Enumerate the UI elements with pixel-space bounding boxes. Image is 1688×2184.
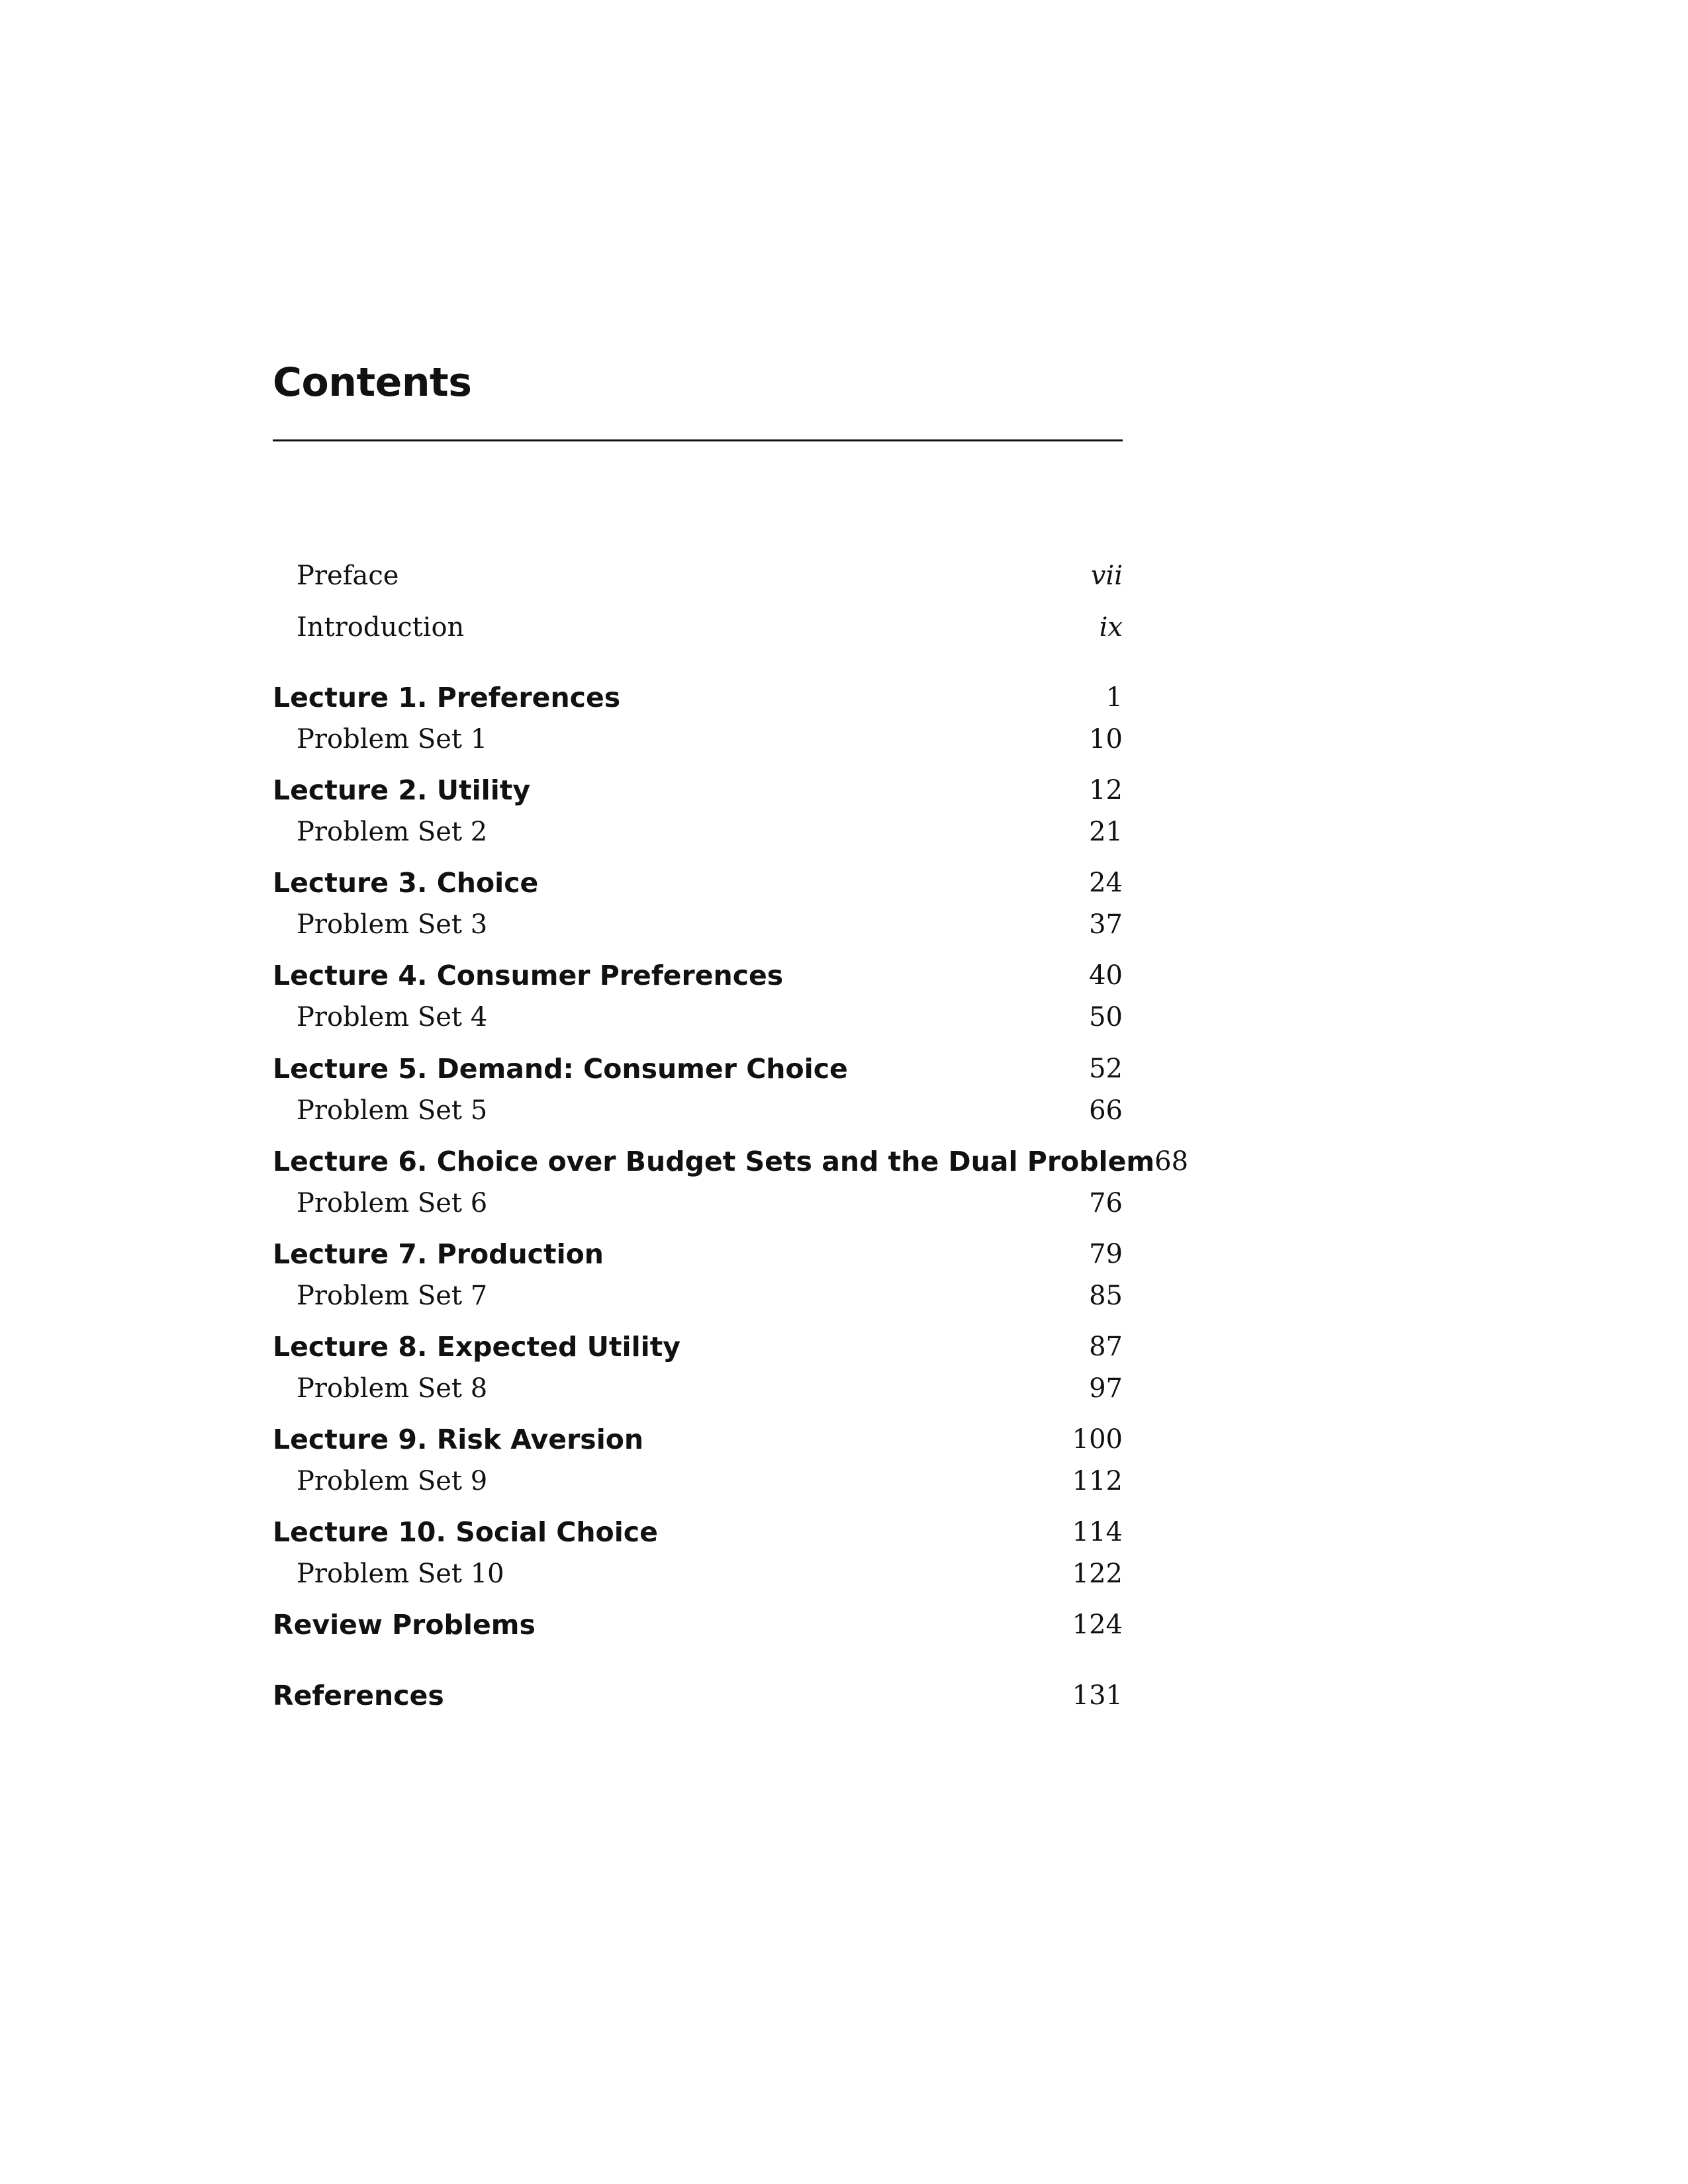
toc-entry-label: Lecture 10. Social Choice [273, 1516, 658, 1548]
toc-entry-label: References [273, 1680, 444, 1711]
toc-entry-lecture-7[interactable] [273, 1234, 1123, 1274]
toc-entry-label: Problem Set 2 [297, 817, 488, 847]
toc-entry-problem-set-1[interactable] [273, 719, 1123, 759]
toc-entry-label: Lecture 9. Risk Aversion [273, 1424, 644, 1455]
title-divider [273, 439, 1123, 441]
toc-entry-lecture-3[interactable] [273, 863, 1123, 903]
toc-page-number: 131 [1072, 1680, 1123, 1711]
toc-page-number: 21 [1089, 817, 1123, 847]
toc-entry-label: Problem Set 4 [297, 1002, 488, 1032]
toc-entry-problem-set-5[interactable] [273, 1091, 1123, 1130]
toc-entry-label: Preface [297, 561, 399, 591]
toc-page-number: 79 [1089, 1239, 1123, 1269]
toc-page-number: 112 [1072, 1466, 1123, 1496]
toc-entry-lecture-9[interactable] [273, 1420, 1123, 1459]
toc-page-number: 68 [1154, 1146, 1189, 1177]
toc-entry-label: Review Problems [273, 1609, 536, 1641]
toc-page-number: 97 [1089, 1373, 1123, 1404]
toc-entry-problem-set-9[interactable] [273, 1461, 1123, 1501]
toc-entry-label: Lecture 7. Production [273, 1238, 604, 1270]
toc-entry-label: Problem Set 10 [297, 1559, 504, 1589]
toc-page-number: 100 [1072, 1424, 1123, 1455]
toc-page-number: 87 [1089, 1332, 1123, 1362]
toc-entry-label: Problem Set 8 [297, 1373, 488, 1404]
toc-entry-label: Lecture 2. Utility [273, 774, 531, 806]
toc-entry-review-problems[interactable] [273, 1605, 1123, 1645]
toc-entry-label: Problem Set 9 [297, 1466, 488, 1496]
toc-page-number: 52 [1089, 1054, 1123, 1084]
toc-entry-problem-set-7[interactable] [273, 1276, 1123, 1316]
toc-entry-label: Problem Set 3 [297, 909, 488, 940]
toc-entry-lecture-8[interactable] [273, 1327, 1123, 1367]
toc-page-number: vii [1090, 561, 1123, 591]
toc-entry-lecture-10[interactable] [273, 1512, 1123, 1552]
toc-page-number: 122 [1072, 1559, 1123, 1589]
toc-page-number: 1 [1105, 682, 1123, 713]
page-title: Contents [273, 359, 472, 406]
toc-entry-lecture-5[interactable] [273, 1049, 1123, 1089]
toc-page-number: 10 [1089, 724, 1123, 754]
toc-entry-problem-set-6[interactable] [273, 1183, 1123, 1223]
toc-entry-problem-set-2[interactable] [273, 812, 1123, 852]
toc-entry-label: Lecture 5. Demand: Consumer Choice [273, 1053, 848, 1085]
toc-entry-label: Lecture 6. Choice over Budget Sets and the Dual Problem [273, 1146, 1155, 1177]
toc-entry-label: Lecture 1. Preferences [273, 682, 621, 713]
toc-page-number: ix [1099, 612, 1123, 643]
toc-entry-label: Problem Set 6 [297, 1188, 488, 1218]
toc-entry-label: Problem Set 5 [297, 1095, 488, 1126]
toc-page-number: 114 [1072, 1517, 1123, 1547]
toc-entry-lecture-1[interactable] [273, 678, 1123, 717]
toc-page-number: 66 [1089, 1095, 1123, 1126]
toc-entry-lecture-2[interactable] [273, 770, 1123, 810]
toc-entry-problem-set-8[interactable] [273, 1369, 1123, 1408]
toc-page-number: 37 [1089, 909, 1123, 940]
toc-page-number: 76 [1089, 1188, 1123, 1218]
toc-entry-label: Lecture 8. Expected Utility [273, 1331, 681, 1363]
toc-entry-lecture-6[interactable] [273, 1142, 1189, 1181]
toc-entry-label: Lecture 4. Consumer Preferences [273, 960, 784, 991]
toc-entry-introduction[interactable] [273, 608, 1123, 647]
toc-entry-label: Lecture 3. Choice [273, 867, 539, 899]
toc-page-number: 85 [1089, 1281, 1123, 1311]
toc-entry-references[interactable] [273, 1676, 1123, 1715]
toc-page-number: 24 [1089, 868, 1123, 898]
toc-entry-label: Introduction [297, 612, 465, 643]
toc-page-number: 12 [1089, 775, 1123, 805]
toc-entry-preface[interactable] [273, 556, 1123, 596]
toc-entry-problem-set-4[interactable] [273, 997, 1123, 1037]
toc-entry-problem-set-3[interactable] [273, 905, 1123, 944]
toc-entry-lecture-4[interactable] [273, 956, 1123, 995]
toc-entry-problem-set-10[interactable] [273, 1554, 1123, 1594]
toc-entry-label: Problem Set 7 [297, 1281, 488, 1311]
toc-page-number: 40 [1089, 960, 1123, 991]
toc-entry-label: Problem Set 1 [297, 724, 488, 754]
toc-page-number: 124 [1072, 1610, 1123, 1640]
toc-page-number: 50 [1089, 1002, 1123, 1032]
